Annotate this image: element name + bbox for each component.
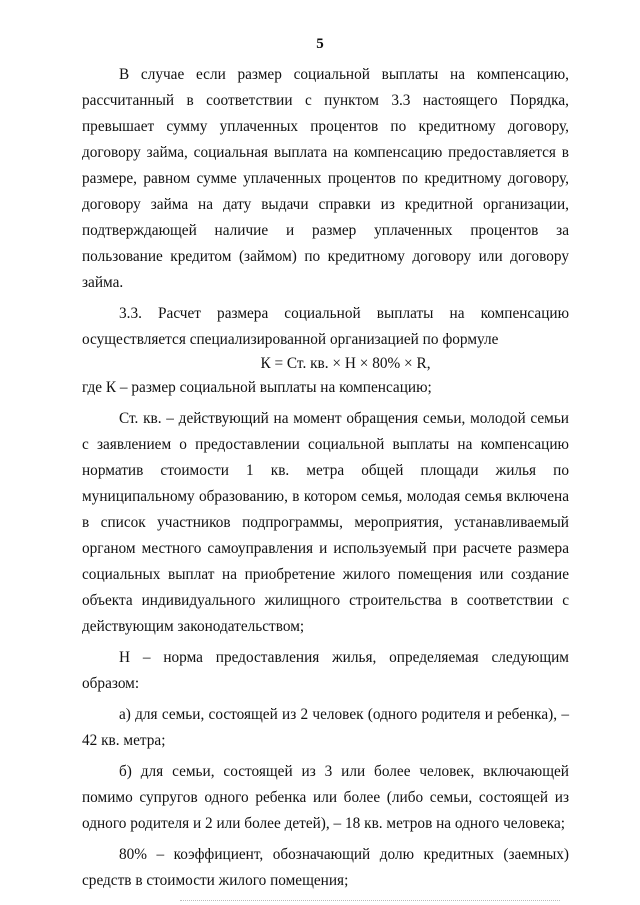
- document-body: [82, 62, 569, 894]
- paragraph-k-definition: где К – размер социальной выплаты на компенсацию;: [82, 379, 432, 396]
- compensation-formula: К = Ст. кв. × Н × 80% × R,: [260, 355, 431, 372]
- paragraph-compensation-cap: В случае если размер социальной выплаты на компенсацию, рассчитанный в соответствии с пунктом 3.3 настоящего Порядка, превышает сумму уплаченных процентов по кредитному договору, договору займа, социальная выплата на компенсацию предоставляется в размере, равном сумме уплаченных процентов по кредитному договору, договору займа на дату выдачи справки из кредитной организации, подтверждающей наличие и размер уплаченных процентов за пользование кредитом (займом) по кредитному договору или договору займа.: [82, 66, 569, 291]
- paragraph-norm-two-persons: а) для семьи, состоящей из 2 человек (одного родителя и ребенка), – 42 кв. метра;: [82, 706, 569, 749]
- paragraph-3-3-calculation: 3.3. Расчет размера социальной выплаты на компенсацию осуществляется специализированной организацией по формуле: [82, 305, 569, 348]
- paragraph-n-definition: Н – норма предоставления жилья, определяемая следующим образом:: [82, 649, 569, 692]
- paragraph-norm-three-persons: б) для семьи, состоящей из 3 или более человек, включающей помимо супругов одного ребенка или более (либо семьи, состоящей из одного родителя и 2 или более детей), – 18 кв. метров на одного человека;: [82, 763, 569, 832]
- page-number: 5: [316, 36, 324, 52]
- paragraph-coefficient-80: 80% – коэффициент, обозначающий долю кредитных (заемных) средств в стоимости жилого помещения;: [82, 846, 569, 889]
- paragraph-st-kv-definition: Ст. кв. – действующий на момент обращения семьи, молодой семьи с заявлением о предоставлении социальной выплаты на компенсацию норматив стоимости 1 кв. метра общей площади жилья по муниципальному образованию, в котором семья, молодая семья включена в список участников подпрограммы, мероприятия, устанавливаемый органом местного самоуправления и используемый при расчете размера социальных выплат на приобретение жилого помещения или создание объекта индивидуального жилищного строительства в соответствии с действующим законодательством;: [82, 410, 569, 635]
- scan-edge-mark: [180, 900, 560, 902]
